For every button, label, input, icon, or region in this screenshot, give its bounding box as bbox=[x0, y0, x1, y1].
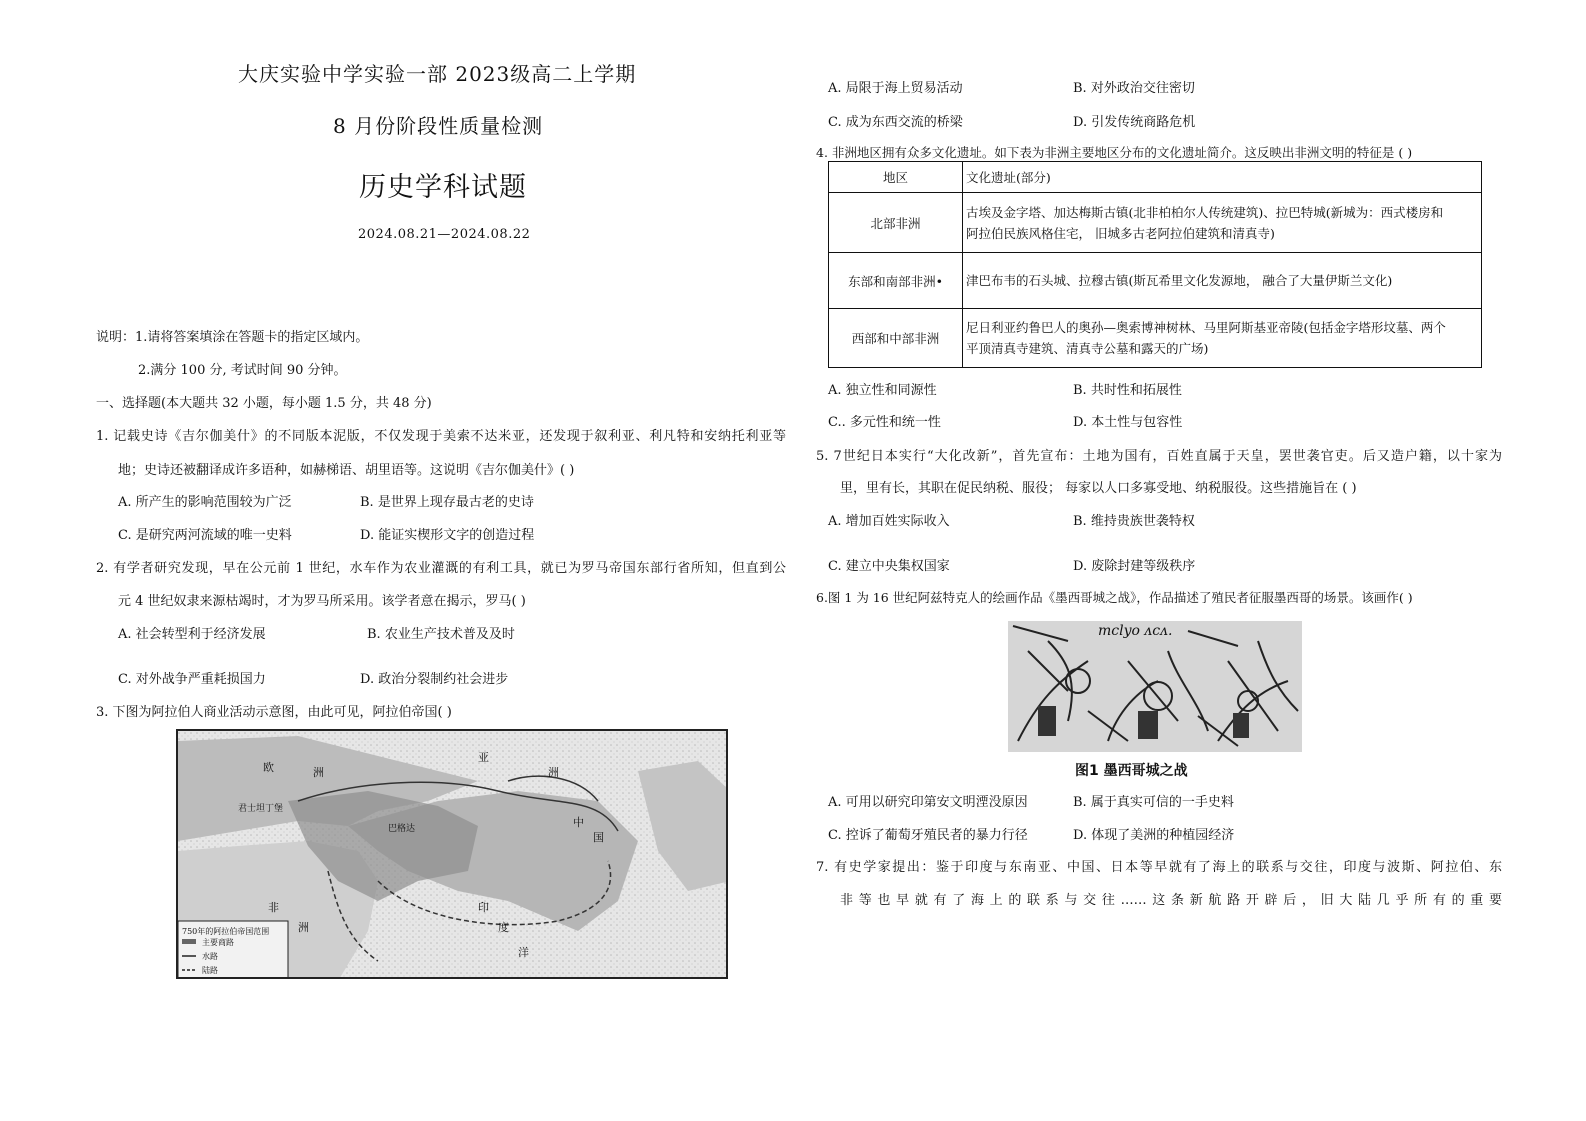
table-cell-sites: 津巴布韦的石头城、拉穆古镇(斯瓦希里文化发源地， 融合了大量伊斯兰文化) bbox=[966, 273, 1393, 288]
q3-option-d[interactable]: D. 引发传统商路危机 bbox=[1073, 115, 1196, 130]
subject-title: 历史学科试题 bbox=[359, 172, 527, 203]
q1-stem-line-1: 1. 记载史诗《吉尔伽美什》的不同版本泥版，不仅发现于美索不达米亚，还发现于叙利亚、利凡特和安纳托利亚等 bbox=[96, 429, 786, 444]
q7-stem-line-1: 7. 有史学家提出：鉴于印度与东南亚、中国、日本等早就有了海上的联系与交往，印度与波斯、阿拉伯、东 bbox=[816, 860, 1502, 875]
svg-text:巴格达: 巴格达 bbox=[388, 824, 416, 834]
q1-stem-line-2: 地；史诗还被翻译成许多语种，如赫梯语、胡里语等。这说明《吉尔伽美什》( ) bbox=[118, 463, 575, 478]
battle-painting bbox=[1008, 621, 1302, 752]
africa-heritage-table bbox=[828, 161, 1482, 368]
q4-option-c[interactable]: C.. 多元性和统一性 bbox=[828, 415, 941, 430]
q3-option-c[interactable]: C. 成为东西交流的桥梁 bbox=[828, 115, 963, 130]
q6-option-d[interactable]: D. 体现了美洲的种植园经济 bbox=[1073, 828, 1235, 843]
q2-option-a[interactable]: A. 社会转型利于经济发展 bbox=[118, 627, 266, 642]
svg-text:陆路: 陆路 bbox=[202, 966, 218, 975]
q6-option-c[interactable]: C. 控诉了葡萄牙殖民者的暴力行径 bbox=[828, 828, 1028, 843]
q1-option-c[interactable]: C. 是研究两河流域的唯一史料 bbox=[118, 528, 292, 543]
section-heading: 一、选择题(本大题共 32 小题，每小题 1.5 分，共 48 分) bbox=[96, 396, 432, 411]
q4-option-b[interactable]: B. 共时性和拓展性 bbox=[1073, 383, 1182, 398]
painting-script: mclyo ᴧcᴧ. bbox=[1098, 623, 1173, 639]
table-cell-region: 西部和中部非洲 bbox=[829, 309, 963, 367]
exam-school-line: 大庆实验中学实验一部 2023级高二上学期 bbox=[238, 62, 637, 86]
svg-text:欧: 欧 bbox=[263, 761, 274, 774]
q6-option-a[interactable]: A. 可用以研究印第安文明湮没原因 bbox=[828, 795, 1028, 810]
q6-option-b[interactable]: B. 属于真实可信的一手史料 bbox=[1073, 795, 1234, 810]
table-header-row bbox=[829, 162, 1481, 193]
table-header-sites: 文化遗址(部分) bbox=[966, 169, 1051, 185]
svg-text:洲: 洲 bbox=[548, 766, 559, 779]
svg-text:中: 中 bbox=[573, 816, 584, 829]
q2-option-d[interactable]: D. 政治分裂制约社会进步 bbox=[360, 672, 509, 687]
q7-stem-line-2: 非等也早就有了海上的联系与交往……这条新航路开辟后，旧大陆几乎所有的重要 bbox=[840, 893, 1502, 908]
exam-date: 2024.08.21—2024.08.22 bbox=[358, 227, 531, 242]
svg-text:洲: 洲 bbox=[313, 766, 324, 779]
instruction-line-2: 2.满分 100 分, 考试时间 90 分钟。 bbox=[138, 363, 347, 378]
table-cell-sites bbox=[963, 309, 1481, 367]
q5-stem-line-1: 5. 7世纪日本实行“大化改新”，首先宣布：土地为国有，百姓直属于天皇，罢世袭官吏。后又造户籍，以十家为 bbox=[816, 449, 1502, 464]
q6-stem: 6.图 1 为 16 世纪阿兹特克人的绘画作品《墨西哥城之战》，作品描述了殖民者征服墨西哥的场景。该画作( ) bbox=[816, 590, 1413, 605]
table-row bbox=[829, 193, 1481, 253]
table-cell-sites-line: 平顶清真寺建筑、清真寺公墓和露天的广场) bbox=[966, 341, 1209, 356]
q3-option-a[interactable]: A. 局限于海上贸易活动 bbox=[828, 81, 963, 96]
exam-period-line: 8 月份阶段性质量检测 bbox=[333, 114, 544, 138]
svg-text:度: 度 bbox=[498, 921, 509, 934]
svg-text:洲: 洲 bbox=[298, 921, 309, 934]
table-cell-sites bbox=[963, 193, 1481, 252]
table-cell-sites-line: 阿拉伯民族风格住宅， 旧城多古老阿拉伯建筑和清真寺) bbox=[966, 225, 1275, 241]
q4-option-d[interactable]: D. 本土性与包容性 bbox=[1073, 415, 1183, 430]
q1-option-d[interactable]: D. 能证实楔形文字的创造过程 bbox=[360, 528, 535, 543]
table-cell-sites-line: 古埃及金字塔、加达梅斯古镇(北非柏柏尔人传统建筑)、拉巴特城(新城为：西式楼房和 bbox=[966, 204, 1444, 220]
q5-stem-line-2: 里，里有长，其职在促民纳税、服役； 每家以人口多寡受地、纳税服役。这些措施旨在 ( ) bbox=[840, 481, 1357, 496]
q1-option-a[interactable]: A. 所产生的影响范围较为广泛 bbox=[118, 495, 292, 510]
svg-text:国: 国 bbox=[593, 831, 604, 844]
svg-text:水路: 水路 bbox=[202, 952, 218, 961]
q2-option-c[interactable]: C. 对外战争严重耗损国力 bbox=[118, 672, 266, 687]
table-header-region: 地区 bbox=[829, 162, 963, 192]
svg-text:主要商路: 主要商路 bbox=[202, 938, 234, 947]
q2-option-b[interactable]: B. 农业生产技术普及及时 bbox=[367, 627, 515, 642]
q2-stem-line-1: 2. 有学者研究发现，早在公元前 1 世纪，水车作为农业灌溉的有利工具，就已为罗马帝国东部行省所知，但直到公 bbox=[96, 561, 786, 576]
q5-option-a[interactable]: A. 增加百姓实际收入 bbox=[828, 514, 950, 529]
svg-text:750年的阿拉伯帝国范围: 750年的阿拉伯帝国范围 bbox=[182, 927, 270, 936]
svg-text:亚: 亚 bbox=[478, 751, 489, 764]
arab-trade-map bbox=[176, 729, 728, 979]
svg-text:洋: 洋 bbox=[518, 946, 529, 959]
q3-option-b[interactable]: B. 对外政治交往密切 bbox=[1073, 81, 1195, 96]
q4-stem: 4. 非洲地区拥有众多文化遗址。如下表为非洲主要地区分布的文化遗址简介。这反映出非洲文明的特征是 ( ) bbox=[816, 145, 1413, 160]
q4-option-a[interactable]: A. 独立性和同源性 bbox=[828, 383, 937, 398]
q5-option-d[interactable]: D. 废除封建等级秩序 bbox=[1073, 559, 1196, 574]
table-cell-region: 东部和南部非洲• bbox=[829, 253, 963, 308]
q5-option-b[interactable]: B. 维持贵族世袭特权 bbox=[1073, 514, 1195, 529]
svg-text:君士坦丁堡: 君士坦丁堡 bbox=[238, 804, 284, 814]
figure-caption: 图1 墨西哥城之战 bbox=[1075, 763, 1188, 779]
table-cell-sites-line: 尼日利亚约鲁巴人的奥孙—奥索博神树林、马里阿斯基亚帝陵(包括金字塔形坟墓、两个 bbox=[966, 320, 1446, 335]
svg-text:印: 印 bbox=[478, 901, 489, 914]
table-cell-region: 北部非洲 bbox=[829, 193, 963, 252]
instruction-line-1: 说明：1.请将答案填涂在答题卡的指定区域内。 bbox=[96, 330, 369, 345]
table-row bbox=[829, 309, 1481, 367]
q3-stem: 3. 下图为阿拉伯人商业活动示意图，由此可见，阿拉伯帝国( ) bbox=[96, 705, 452, 720]
q1-option-b[interactable]: B. 是世界上现存最古老的史诗 bbox=[360, 495, 534, 510]
q5-option-c[interactable]: C. 建立中央集权国家 bbox=[828, 559, 950, 574]
table-row bbox=[829, 253, 1481, 309]
q2-stem-line-2: 元 4 世纪奴隶来源枯竭时，才为罗马所采用。该学者意在揭示，罗马( ) bbox=[118, 594, 526, 609]
svg-text:非: 非 bbox=[268, 901, 279, 914]
